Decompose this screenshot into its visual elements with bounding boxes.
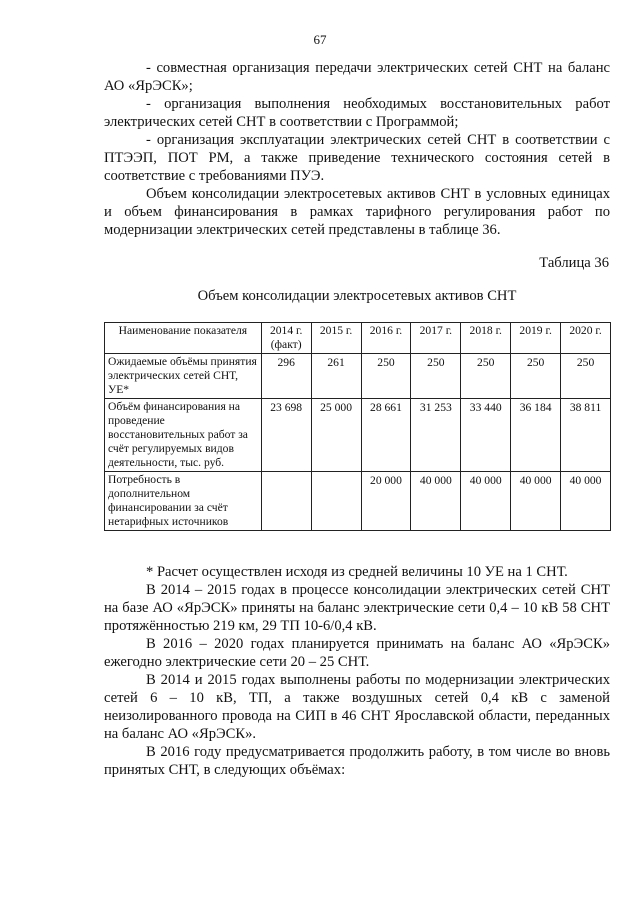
footnote: * Расчет осуществлен исходя из средней величины 10 УЕ на 1 СНТ. bbox=[146, 564, 568, 580]
cell-value: 261 bbox=[311, 354, 361, 399]
row-name: Ожидаемые объёмы принятия электрических сетей СНТ, УЕ* bbox=[105, 354, 262, 399]
row-name: Объём финансирования на проведение восстановительных работ за счёт регулируемых видов деятельности, тыс. руб. bbox=[105, 399, 262, 472]
paragraph-3: - организация эксплуатации электрических сетей СНТ в соответствии с ПТЭЭП, ПОТ РМ, а также приведение технического состояния сетей в соответствие с требованиями ПУЭ. bbox=[104, 132, 610, 184]
paragraph-8: В 2016 году предусматривается продолжить работу, в том числе во вновь принятых СНТ, в следующих объёмах: bbox=[104, 744, 610, 778]
cell-value: 28 661 bbox=[361, 399, 411, 472]
cell-value: 296 bbox=[261, 354, 311, 399]
header-indicator: Наименование показателя bbox=[105, 323, 262, 354]
header-2020: 2020 г. bbox=[561, 323, 611, 354]
header-2014: 2014 г. (факт) bbox=[261, 323, 311, 354]
cell-value: 38 811 bbox=[561, 399, 611, 472]
consolidation-table bbox=[104, 322, 611, 531]
paragraph-6: В 2016 – 2020 годах планируется принимать на баланс АО «ЯрЭСК» ежегодно электрические сети 20 – 25 СНТ. bbox=[104, 636, 610, 670]
header-2019: 2019 г. bbox=[511, 323, 561, 354]
cell-value: 250 bbox=[461, 354, 511, 399]
table-header-row bbox=[105, 323, 611, 354]
header-2017: 2017 г. bbox=[411, 323, 461, 354]
header-2016: 2016 г. bbox=[361, 323, 411, 354]
table-row bbox=[105, 472, 611, 531]
header-2018: 2018 г. bbox=[461, 323, 511, 354]
cell-value bbox=[311, 472, 361, 531]
paragraph-1: - совместная организация передачи электрических сетей СНТ на баланс АО «ЯрЭСК»; bbox=[104, 60, 610, 94]
paragraph-7: В 2014 и 2015 годах выполнены работы по модернизации электрических сетей 6 – 10 кВ, ТП, а также воздушных сетей 0,4 кВ с заменой неизолированного провода на СИП в 46 СНТ Ярославской области, переданных на баланс АО «ЯрЭСК». bbox=[104, 672, 610, 742]
cell-value: 25 000 bbox=[311, 399, 361, 472]
cell-value: 250 bbox=[361, 354, 411, 399]
table-label: Таблица 36 bbox=[539, 255, 609, 271]
cell-value: 250 bbox=[511, 354, 561, 399]
cell-value: 40 000 bbox=[561, 472, 611, 531]
table-row bbox=[105, 399, 611, 472]
cell-value: 40 000 bbox=[461, 472, 511, 531]
cell-value: 23 698 bbox=[261, 399, 311, 472]
paragraph-5: В 2014 – 2015 годах в процессе консолидации электрических сетей СНТ на базе АО «ЯрЭСК» приняты на баланс электрические сети 0,4 – 10 кВ 58 СНТ протяжённостью 219 км, 29 ТП 10-6/0,4 кВ. bbox=[104, 582, 610, 634]
row-name: Потребность в дополнительном финансировании за счёт нетарифных источников bbox=[105, 472, 262, 531]
cell-value: 40 000 bbox=[411, 472, 461, 531]
cell-value: 20 000 bbox=[361, 472, 411, 531]
cell-value: 33 440 bbox=[461, 399, 511, 472]
table-title: Объем консолидации электросетевых активов СНТ bbox=[197, 288, 517, 304]
cell-value: 40 000 bbox=[511, 472, 561, 531]
cell-value: 31 253 bbox=[411, 399, 461, 472]
paragraph-2: - организация выполнения необходимых восстановительных работ электрических сетей СНТ в соответствии с Программой; bbox=[104, 96, 610, 130]
cell-value: 250 bbox=[411, 354, 461, 399]
intro-text bbox=[104, 59, 610, 239]
page-number: 67 bbox=[313, 32, 327, 47]
closing-text bbox=[104, 563, 610, 779]
header-2015: 2015 г. bbox=[311, 323, 361, 354]
table-row bbox=[105, 354, 611, 399]
cell-value bbox=[261, 472, 311, 531]
paragraph-4: Объем консолидации электросетевых активов СНТ в условных единицах и объем финансирования в рамках тарифного регулирования работ по модернизации электрических сетей представлены в таблице 36. bbox=[104, 186, 610, 238]
cell-value: 36 184 bbox=[511, 399, 561, 472]
cell-value: 250 bbox=[561, 354, 611, 399]
